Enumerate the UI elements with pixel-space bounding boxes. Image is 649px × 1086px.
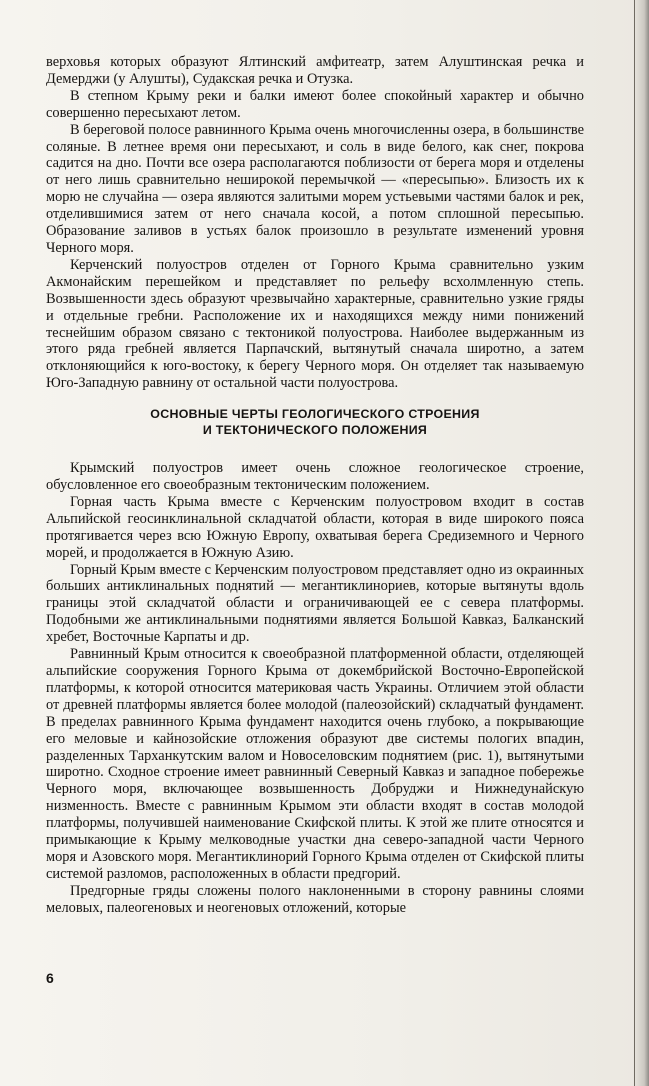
paragraph: Равнинный Крым относится к своеобразной платформенной области, отделяющей альпийские сооружения Горного Крыма от докембрийской Восточно-Европейской платформы, к которой относится материковая часть Украины. Отличием этой области от древней платформы является более молодой (палеозойский) складчатый фундамент. В пределах равнинного Крыма фундамент находится очень глубоко, а покрывающие его меловые и кайнозойские отложения образуют две системы пологих впадин, разделенных Тарханкутским валом и Новоселовским поднятием (рис. 1), вытянутыми широтно. Сходное строение имеет равнинный Северный Кавказ и западное побережье Черного моря, включающее возвышенность Добруджи и Нижнедунайскую низменность. Вместе с равнинным Крымом эти области входят в состав молодой платформы, получившей наименование Скифской плиты. К этой же плите относятся и примыкающие к Крыму мелководные участки дна северо-западной части Черного моря и Азовского моря. Мегантиклинорий Горного Крыма отделен от Скифской плиты системой разломов, расположенных в области предгорий.: [46, 646, 584, 882]
page-number: 6: [46, 970, 54, 986]
paragraph: Керченский полуостров отделен от Горного Крыма сравнительно узким Акмонайским перешейком и представляет по рельефу всхолмленную степь. Возвышенности здесь образуют чрезвычайно характерные, сравнительно узкие гряды и отдельные гребни. Расположение их и находящихся между ними понижений теснейшим образом связано с тектоникой полуострова. Наиболее выдержанным из этого ряда гребней является Парпачский, вытянутый сначала широтно, а затем отклоняющийся к юго-востоку, к берегу Черного моря. Он отделяет так называемую Юго-Западную равнину от остальной части полуострова.: [46, 256, 584, 392]
page-edge-shadow: [633, 0, 649, 1086]
body-text: [46, 54, 584, 917]
paragraph: В береговой полосе равнинного Крыма очень многочисленны озера, в большинстве соляные. В летнее время они пересыхают, и соль в виде белого, как снег, покрова садится на дно. Почти все озера располагаются поблизости от берега моря и отделены от него лишь сравнительно неширокой перемычкой — «пересыпью». Близость их к морю не случайна — озера являются залитыми морем устьевыми частями балок и рек, отделившимися затем от него сначала косой, а потом сплошной пересыпью. Образование заливов в устьях балок произошло в результате изменений уровня Черного моря.: [46, 121, 584, 256]
paragraph: верховья которых образуют Ялтинский амфитеатр, затем Алуштинская речка и Демерджи (у Алушты), Судакская речка и Отузка.: [46, 54, 584, 87]
section-heading-line-1: ОСНОВНЫЕ ЧЕРТЫ ГЕОЛОГИЧЕСКОГО СТРОЕНИЯ: [150, 407, 480, 422]
paragraph: Предгорные гряды сложены полого наклоненными в сторону равнины слоями меловых, палеогеновых и неогеновых отложений, которые: [46, 882, 584, 916]
paragraph: Крымский полуостров имеет очень сложное геологическое строение, обусловленное его своеобразным тектоническим положением.: [46, 460, 584, 494]
paragraph: В степном Крыму реки и балки имеют более спокойный характер и обычно совершенно пересыхают летом.: [46, 87, 584, 121]
paragraph: Горный Крым вместе с Керченским полуостровом представляет одно из окраинных больших антиклинальных поднятий — мегантиклинориев, которые вытянуты вдоль границы этой складчатой области и ограничивающей ее с севера платформы. Подобными же антиклинальными поднятиями является Большой Кавказ, Балканский хребет, Восточные Карпаты и др.: [46, 561, 584, 646]
section-heading-line-2: И ТЕКТОНИЧЕСКОГО ПОЛОЖЕНИЯ: [202, 423, 428, 438]
section-heading: [46, 406, 584, 438]
page-edge-line: [634, 0, 635, 1086]
paragraph: Горная часть Крыма вместе с Керченским полуостровом входит в состав Альпийской геосинклинальной складчатой области, которая в виде широкого пояса протягивается через всю Южную Европу, охватывая берега Средиземного и Черного морей, и продолжается в Южную Азию.: [46, 493, 584, 561]
